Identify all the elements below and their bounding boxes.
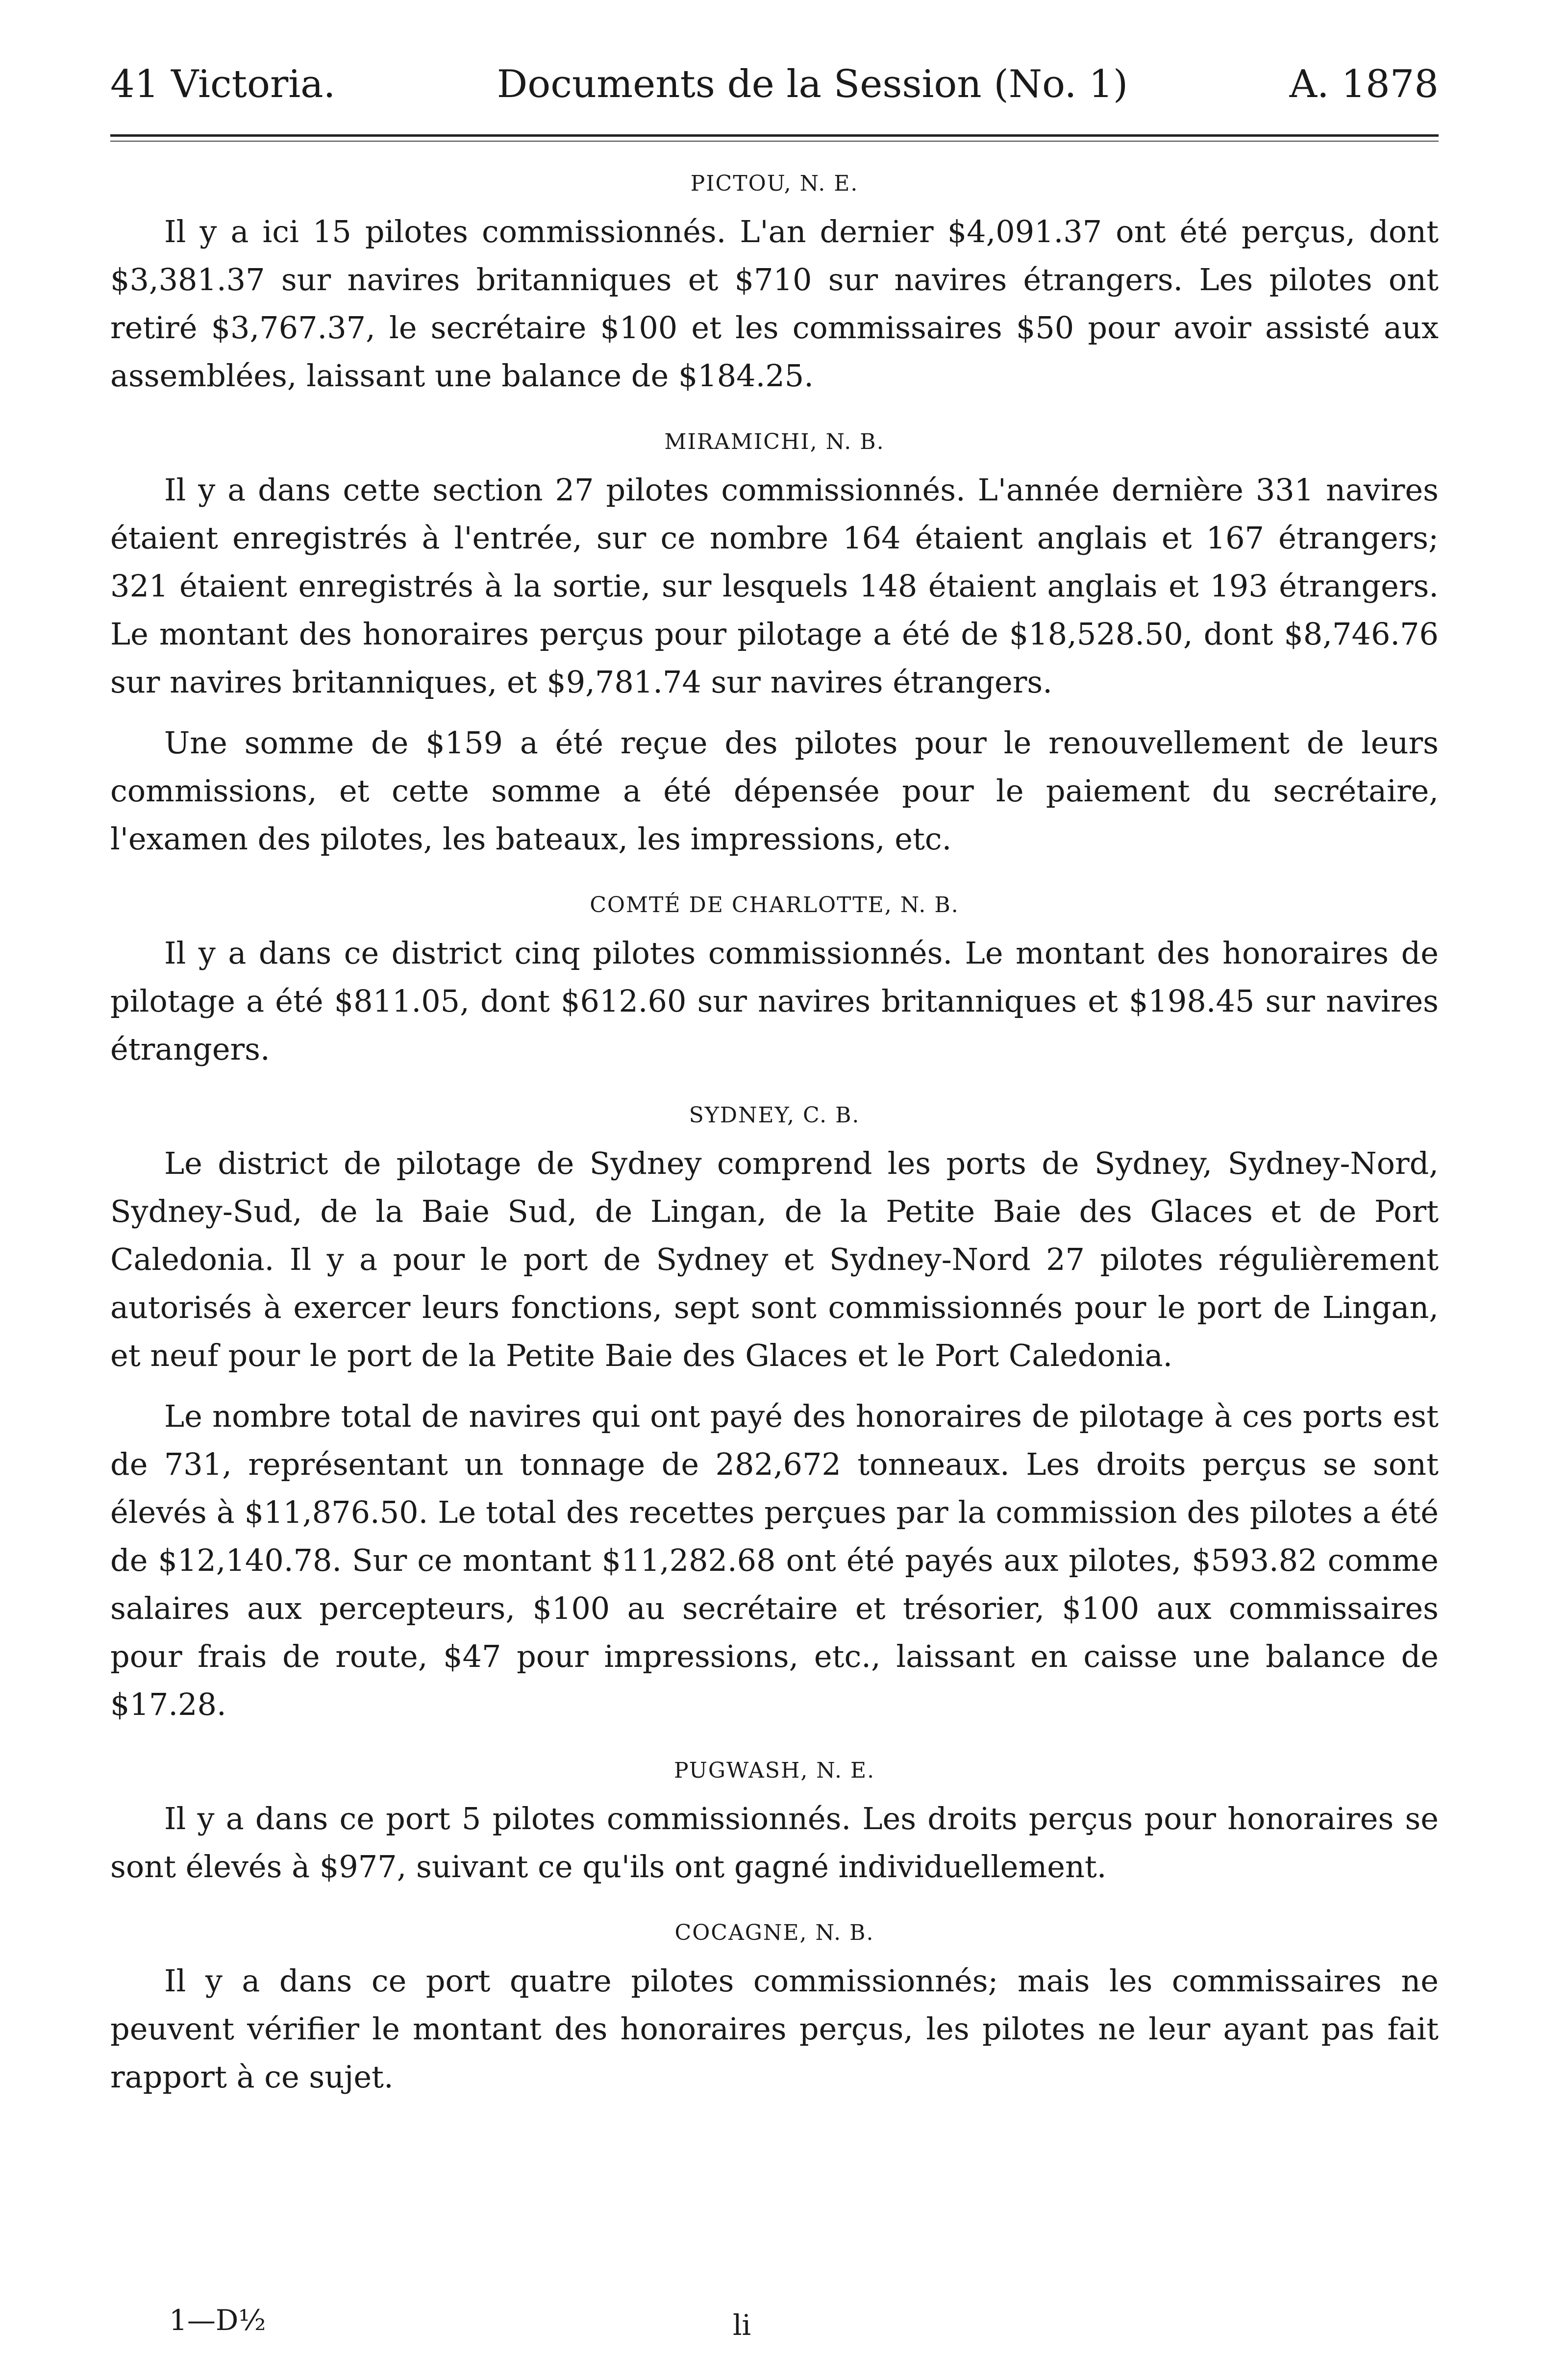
section-cocagne [110,1920,1439,2101]
paragraph: Une somme de $159 a été reçue des pilotes pour le renouvellement de leurs commissions, et cette somme a été dépensée pour le paiement du secrétaire, l'examen des pilotes, les bateaux, les impressions, etc. [110,724,1439,857]
paragraph: Il y a dans ce district cinq pilotes commissionnés. Le montant des honoraires de pilotage a été $811.05, dont $612.60 sur navires britanniques et $198.45 sur navires étrangers. [110,935,1439,1067]
running-header [110,64,1439,106]
section-title: COCAGNE, N. B. [674,1920,874,1945]
section-pugwash [110,1758,1439,1891]
paragraph: Il y a dans cette section 27 pilotes commissionnés. L'année dernière 331 navires étaient enregistrés à l'entrée, sur ce nombre 164 étaient anglais et 167 étrangers; 321 étaient enregistrés à la sortie, sur lesquels 148 étaient anglais et 193 étrangers. Le montant des honoraires perçus pour pilotage a été de $18,528.50, dont $8,746.76 sur navires britanniques, et $9,781.74 sur navires étrangers. [110,471,1439,700]
section-title: PUGWASH, N. E. [673,1758,875,1783]
section-pictou [110,171,1439,400]
section-sydney [110,1103,1439,1729]
paragraph: Le district de pilotage de Sydney comprend les ports de Sydney, Sydney-Nord, Sydney-Sud, de la Baie Sud, de Lingan, de la Petite Baie des Glaces et de Port Caledonia. Il y a pour le port de Sydney et Sydney-Nord 27 pilotes régulièrement autorisés à exercer leurs fonctions, sept sont commissionnés pour le port de Lingan, et neuf pour le port de la Petite Baie des Glaces et le Port Caledonia. [110,1145,1439,1373]
signature-mark: 1—D½ [169,2304,266,2337]
header-rule-thin [110,141,1439,142]
document-page [110,64,1439,2114]
page-number: li [733,2308,751,2342]
section-title: PICTOU, N. E. [690,171,859,196]
section-comte-de-charlotte [110,892,1439,1073]
section-title: COMTÉ DE CHARLOTTE, N. B. [590,892,959,917]
section-title: MIRAMICHI, N. B. [664,429,885,454]
header-regnal-year: 41 Victoria. [110,62,336,106]
paragraph: Il y a dans ce port quatre pilotes commissionnés; mais les commissaires ne peuvent vérifier le montant des honoraires perçus, les pilotes ne leur ayant pas fait rapport à ce sujet. [110,1962,1439,2095]
paragraph: Il y a dans ce port 5 pilotes commissionnés. Les droits perçus pour honoraires se sont élevés à $977, suivant ce qu'ils ont gagné individuellement. [110,1800,1439,1884]
paragraph: Le nombre total de navires qui ont payé des honoraires de pilotage à ces ports est de 731, représentant un tonnage de 282,672 tonneaux. Les droits perçus se sont élevés à $11,876.50. Le total des recettes perçues par la commission des pilotes a été de $12,140.78. Sur ce montant $11,282.68 ont été payés aux pilotes, $593.82 comme salaires aux percepteurs, $100 au secrétaire et trésorier, $100 aux commissaires pour frais de route, $47 pour impressions, etc., laissant en caisse une balance de $17.28. [110,1398,1439,1722]
header-document-title: Documents de la Session (No. 1) [497,62,1128,106]
header-year: A. 1878 [1289,62,1439,106]
header-rule [110,134,1439,137]
section-miramichi [110,429,1439,863]
paragraph: Il y a ici 15 pilotes commissionnés. L'an dernier $4,091.37 ont été perçus, dont $3,381.37 sur navires britanniques et $710 sur navires étrangers. Les pilotes ont retiré $3,767.37, le secrétaire $100 et les commissaires $50 pour avoir assisté aux assemblées, laissant une balance de $184.25. [110,213,1439,394]
section-title: SYDNEY, C. B. [689,1102,860,1128]
